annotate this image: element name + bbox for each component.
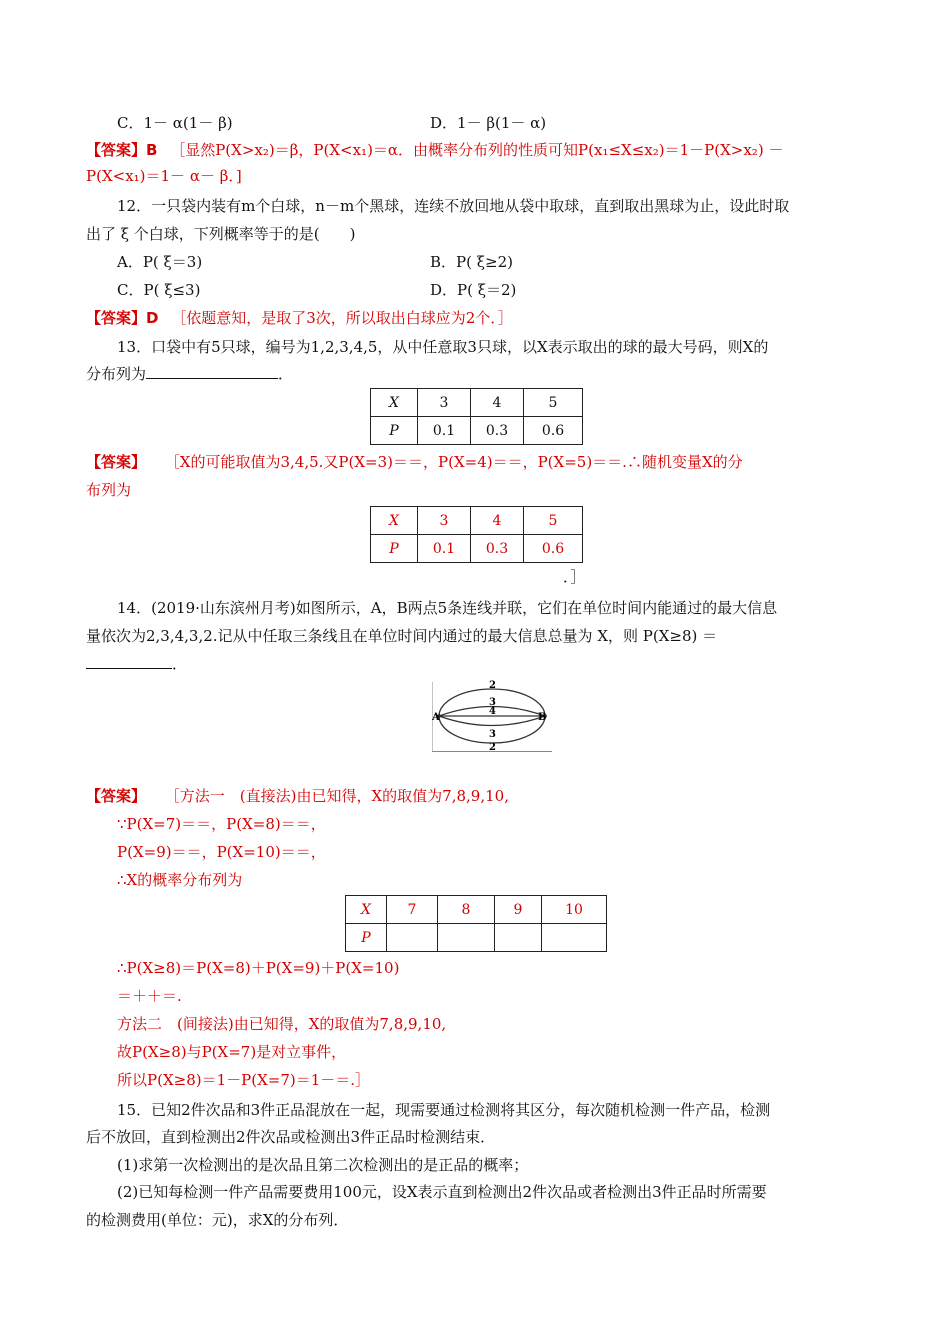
answer-13-cont: 布列为 bbox=[86, 481, 132, 499]
line-capacity-label: 2 bbox=[489, 680, 496, 691]
q15-stem-cont: 后不放回，直到检测出2件次品或检测出3件正品时检测结束． bbox=[86, 1128, 496, 1146]
q11-option-d: D．1－ β(1－ α) bbox=[430, 114, 547, 132]
table-cell bbox=[387, 924, 438, 952]
table-cell: 8 bbox=[438, 896, 495, 924]
table-cell: X bbox=[371, 389, 418, 417]
q12-option-d: D．P( ξ＝2) bbox=[430, 281, 517, 299]
line-capacity-label: 2 bbox=[489, 742, 496, 752]
q13-distribution-table bbox=[370, 388, 583, 445]
answer-14-line: 方法二 (间接法)由已知得，X的取值为7,8,9,10, bbox=[117, 1015, 447, 1033]
answer-text: ［X的可能取值为3,4,5.又P(X=3)＝＝，P(X=4)＝＝，P(X=5)＝＝.∴随机变量X的分 bbox=[164, 453, 743, 471]
table-cell: P bbox=[371, 417, 418, 445]
q13-period: ． bbox=[278, 365, 294, 383]
q15-part-1: (1)求第一次检测出的是次品且第二次检测出的是正品的概率； bbox=[117, 1156, 529, 1174]
table-cell: 7 bbox=[387, 896, 438, 924]
answer-14-line: P(X=9)＝＝，P(X=10)＝＝， bbox=[117, 843, 326, 861]
table-cell: P bbox=[371, 535, 418, 563]
answer-14 bbox=[86, 786, 509, 806]
q15-part-2: (2)已知每检测一件产品需要费用100元，设X表示直到检测出2件次品或者检测出3件正品时所需要 bbox=[117, 1183, 767, 1201]
table-cell bbox=[495, 924, 542, 952]
q12-stem-cont: 出了 ξ 个白球，下列概率等于的是( ) bbox=[86, 225, 356, 243]
table-row bbox=[371, 417, 583, 445]
table-cell: 0.3 bbox=[471, 535, 524, 563]
table-row bbox=[371, 389, 583, 417]
answer-13-distribution-table bbox=[370, 506, 583, 563]
answer-14-line: ∴X的概率分布列为 bbox=[117, 871, 243, 889]
table-cell: 4 bbox=[471, 507, 524, 535]
q15-part-2-cont: 的检测费用(单位：元)，求X的分布列． bbox=[86, 1211, 349, 1229]
table-row bbox=[346, 924, 607, 952]
line-capacity-label: 3 bbox=[489, 697, 496, 708]
q14-stem-cont: 量依次为2,3,4,3,2.记从中任取三条线且在单位时间内通过的最大信息总量为 X，则 P(X≥8) ＝ bbox=[86, 627, 718, 645]
answer-text: ［方法一 (直接法)由已知得，X的取值为7,8,9,10, bbox=[164, 787, 509, 805]
q11-option-c: C．1－ α(1－ β) bbox=[117, 114, 233, 132]
q15-stem: 15．已知2件次品和3件正品混放在一起，现需要通过检测将其区分，每次随机检测一件产品，检测 bbox=[117, 1101, 771, 1119]
answer-13 bbox=[86, 452, 743, 472]
table-cell: 0.6 bbox=[524, 417, 583, 445]
answer-label: 【答案】 bbox=[86, 787, 147, 805]
q14-stem: 14．(2019·山东滨州月考)如图所示，A，B两点5条连线并联，它们在单位时间内能通过的最大信息 bbox=[117, 599, 778, 617]
table-cell bbox=[542, 924, 607, 952]
table-row bbox=[371, 535, 583, 563]
table-row bbox=[346, 896, 607, 924]
table-row bbox=[371, 507, 583, 535]
node-a-label: A bbox=[432, 712, 440, 723]
q14-period: ． bbox=[172, 655, 188, 673]
node-b-label: B bbox=[538, 712, 547, 723]
answer-14-line: ∴P(X≥8)＝P(X=8)＋P(X=9)＋P(X=10) bbox=[117, 959, 400, 977]
answer-14-line: ＝＋＋＝. bbox=[117, 987, 182, 1005]
table-cell: 0.6 bbox=[524, 535, 583, 563]
answer-14-distribution-table bbox=[345, 895, 607, 952]
table-cell: 9 bbox=[495, 896, 542, 924]
table-cell: 3 bbox=[418, 389, 471, 417]
answer-text: ［依题意知，是取了3次，所以取出白球应为2个．］ bbox=[171, 309, 513, 327]
table-cell: X bbox=[371, 507, 418, 535]
table-cell: 4 bbox=[471, 389, 524, 417]
q14-blank-line bbox=[86, 654, 187, 674]
q12-stem: 12．一只袋内装有m个白球，n－m个黑球，连续不放回地从袋中取球，直到取出黑球为止，设此时取 bbox=[117, 197, 790, 215]
table-cell bbox=[438, 924, 495, 952]
line-capacity-label: 4 bbox=[489, 706, 496, 717]
answer-label: 【答案】B bbox=[86, 141, 158, 159]
q12-option-a: A．P( ξ＝3) bbox=[117, 253, 203, 271]
parallel-lines-figure bbox=[432, 680, 552, 752]
q12-option-b: B．P( ξ≥2) bbox=[430, 253, 513, 271]
answer-12 bbox=[86, 308, 513, 328]
answer-14-line: ∵P(X=7)＝＝，P(X=8)＝＝， bbox=[117, 815, 326, 833]
answer-14-line: 所以P(X≥8)＝1－P(X=7)＝1－＝.］ bbox=[117, 1071, 371, 1089]
answer-14-line: 故P(X≥8)与P(X=7)是对立事件， bbox=[117, 1043, 347, 1061]
table-cell: 0.1 bbox=[418, 417, 471, 445]
table-cell: 5 bbox=[524, 507, 583, 535]
q13-stem-cont bbox=[86, 364, 293, 384]
table-cell: P bbox=[346, 924, 387, 952]
q12-option-c: C．P( ξ≤3) bbox=[117, 281, 201, 299]
line-capacity-label: 3 bbox=[489, 729, 496, 740]
answer-text: ［显然P(X>x₂)＝β，P(X<x₁)＝α．由概率分布列的性质可知P(x₁≤X≤x₂)＝1－P(X>x₂) － bbox=[170, 141, 784, 159]
answer-11 bbox=[86, 140, 783, 160]
table-cell: 0.3 bbox=[471, 417, 524, 445]
answer-label: 【答案】 bbox=[86, 453, 147, 471]
answer-11-cont: P(X<x₁)＝1－ α－ β．] bbox=[86, 167, 242, 185]
table-cell: X bbox=[346, 896, 387, 924]
table-cell: 10 bbox=[542, 896, 607, 924]
answer-label: 【答案】D bbox=[86, 309, 159, 327]
table-cell: 3 bbox=[418, 507, 471, 535]
answer-blank[interactable] bbox=[146, 364, 278, 379]
table-cell: 0.1 bbox=[418, 535, 471, 563]
table-cell: 5 bbox=[524, 389, 583, 417]
answer-13-end: ．］ bbox=[563, 568, 586, 586]
q13-stem: 13．口袋中有5只球，编号为1,2,3,4,5，从中任意取3只球，以X表示取出的球的最大号码，则X的 bbox=[117, 338, 769, 356]
q13-text: 分布列为 bbox=[86, 365, 147, 383]
answer-blank[interactable] bbox=[86, 654, 172, 669]
